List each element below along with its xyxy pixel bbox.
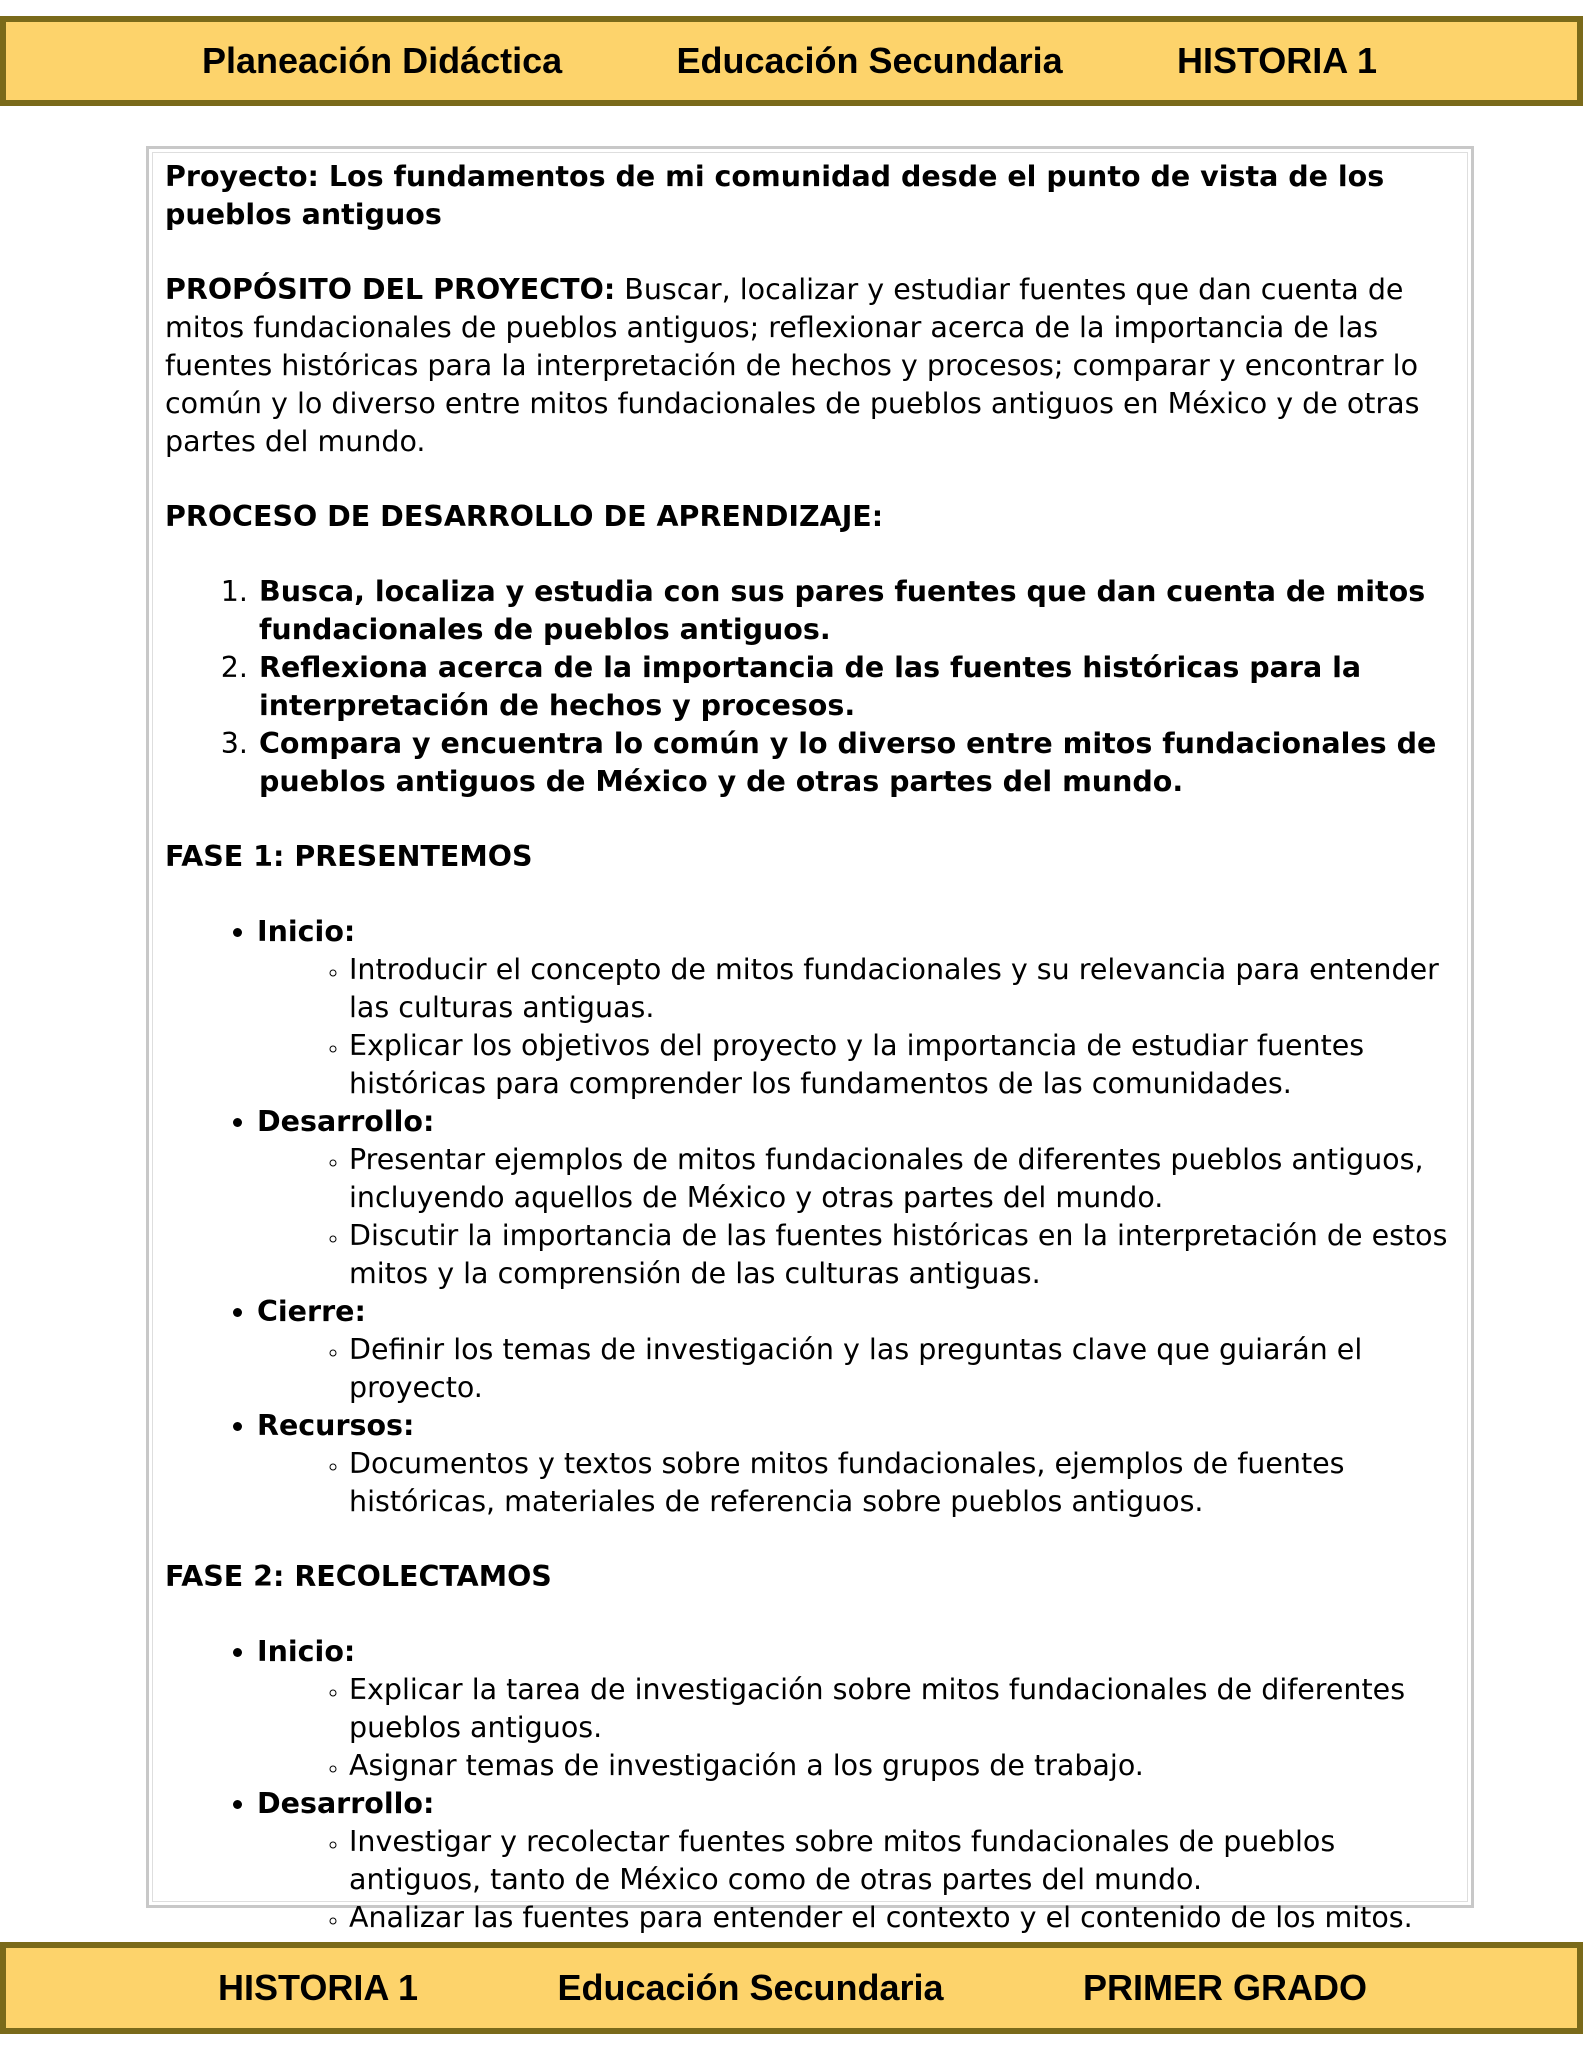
phase1-inicio	[257, 913, 1457, 1103]
phase2-desarrollo-label: Desarrollo:	[257, 1787, 435, 1820]
purpose-label: PROPÓSITO DEL PROYECTO:	[165, 273, 616, 306]
footer-center: Educación Secundaria	[557, 1967, 944, 2008]
phase1-heading: FASE 1: PRESENTEMOS	[165, 840, 533, 873]
phase1-cierre-label: Cierre:	[257, 1295, 366, 1328]
phase1-cierre	[257, 1293, 1457, 1407]
phase2-inicio-label: Inicio:	[257, 1635, 356, 1668]
phase2-desarrollo	[257, 1785, 1457, 1937]
list-item: ◦ Definir los temas de investigación y las preguntas clave que guiarán el proyecto.	[349, 1331, 1457, 1407]
phase2-heading: FASE 2: RECOLECTAMOS	[165, 1560, 552, 1593]
list-item: ◦ Analizar las fuentes para entender el contexto y el contenido de los mitos.	[349, 1899, 1457, 1937]
list-item: ◦ Introducir el concepto de mitos fundacionales y su relevancia para entender las culturas antiguas.	[349, 951, 1457, 1027]
phase2-inicio	[257, 1633, 1457, 1785]
header-left: Planeación Didáctica	[202, 40, 563, 81]
phase1-desarrollo	[257, 1103, 1457, 1293]
footer-banner	[0, 1942, 1583, 2034]
purpose-text: Buscar, localizar y estudiar fuentes que dan cuenta de mitos fundacionales de pueblos antiguos; reflexionar acerca de la importancia de las fuentes históricas para la interpretación de hechos y procesos; comparar y encontrar lo común y lo diverso entre mitos fundacionales de pueblos antiguos en México y de otras partes del mundo.	[165, 273, 1420, 458]
process-heading: PROCESO DE DESARROLLO DE APRENDIZAJE:	[165, 500, 884, 533]
list-item: ◦ Explicar la tarea de investigación sobre mitos fundacionales de diferentes pueblos antiguos.	[349, 1671, 1457, 1747]
phase1-recursos	[257, 1407, 1457, 1521]
phase1-inicio-label: Inicio:	[257, 915, 356, 948]
list-item: ◦ Presentar ejemplos de mitos fundacionales de diferentes pueblos antiguos, incluyendo aquellos de México y otras partes del mundo.	[349, 1141, 1457, 1217]
process-item: 3. Compara y encuentra lo común y lo diverso entre mitos fundacionales de pueblos antiguos de México y de otras partes del mundo.	[257, 725, 1457, 801]
list-item: ◦ Asignar temas de investigación a los grupos de trabajo.	[349, 1747, 1457, 1785]
purpose-paragraph	[165, 271, 1457, 461]
header-right: HISTORIA 1	[1176, 40, 1377, 81]
phase1-desarrollo-label: Desarrollo:	[257, 1105, 435, 1138]
header-center: Educación Secundaria	[676, 40, 1063, 81]
process-list	[165, 573, 1457, 801]
document-body	[146, 146, 1474, 1934]
list-item: ◦ Explicar los objetivos del proyecto y la importancia de estudiar fuentes históricas para comprender los fundamentos de las comunidades.	[349, 1027, 1457, 1103]
list-item: ◦ Discutir la importancia de las fuentes históricas en la interpretación de estos mitos y la comprensión de las culturas antiguas.	[349, 1217, 1457, 1293]
project-title: Proyecto: Los fundamentos de mi comunidad desde el punto de vista de los pueblos antiguos	[165, 160, 1385, 231]
footer-left: HISTORIA 1	[218, 1967, 419, 2008]
list-item: ◦ Investigar y recolectar fuentes sobre mitos fundacionales de pueblos antiguos, tanto de México como de otras partes del mundo.	[349, 1823, 1457, 1899]
list-item: ◦ Documentos y textos sobre mitos fundacionales, ejemplos de fuentes históricas, materiales de referencia sobre pueblos antiguos.	[349, 1445, 1457, 1521]
header-banner	[0, 16, 1583, 106]
process-item: 1. Busca, localiza y estudia con sus pares fuentes que dan cuenta de mitos fundacionales de pueblos antiguos.	[257, 573, 1457, 649]
phase2-list	[165, 1633, 1457, 1975]
phase1-recursos-label: Recursos:	[257, 1409, 415, 1442]
phase1-list	[165, 913, 1457, 1521]
process-item: 2. Reflexiona acerca de la importancia de las fuentes históricas para la interpretación de hechos y procesos.	[257, 649, 1457, 725]
footer-right: PRIMER GRADO	[1082, 1967, 1367, 2008]
